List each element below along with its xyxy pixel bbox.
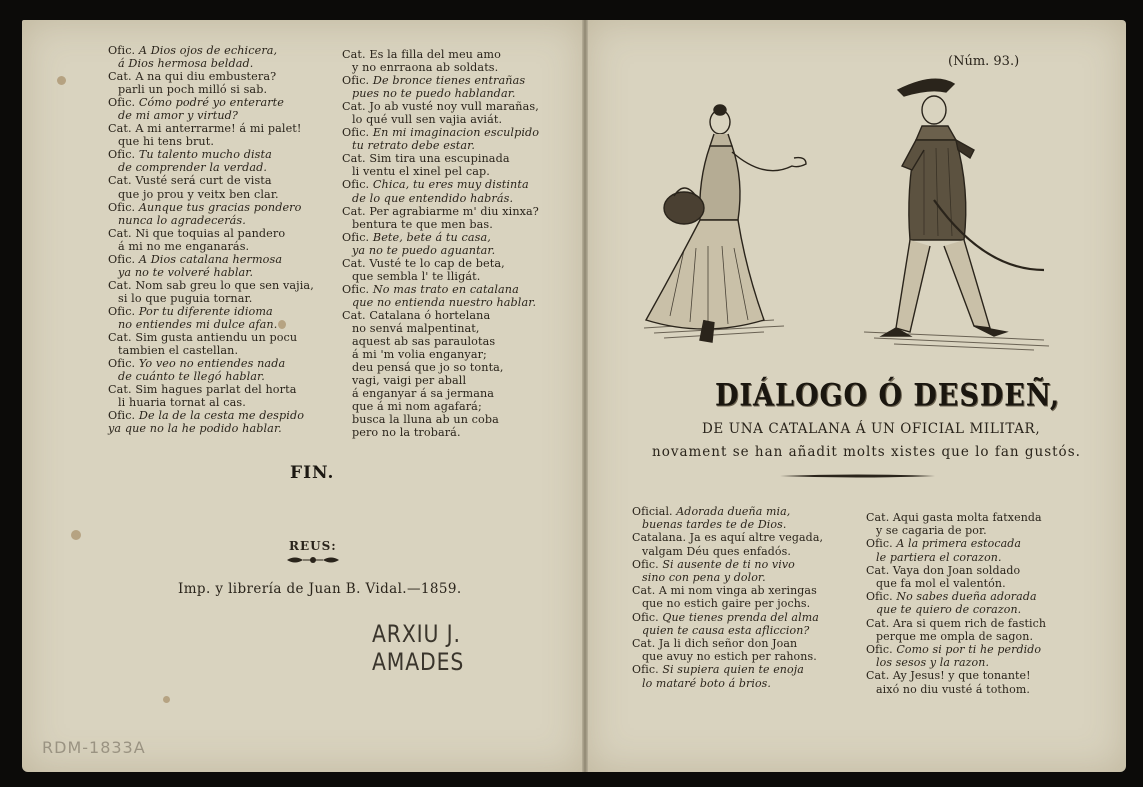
verse-text: valgam Déu ques enfadós.: [642, 544, 791, 558]
verse-line: [342, 348, 539, 361]
verse-text: ya no te volveré hablar.: [118, 265, 254, 279]
verse-text: tu retrato debe estar.: [352, 139, 476, 153]
verse-text: Si supiera quien te enoja: [662, 663, 804, 677]
verse-line: [108, 266, 314, 279]
verse-text: que no estich gaire per jochs.: [642, 597, 811, 611]
verse-line: [108, 383, 314, 396]
verse-text: Si ausente de ti no vivo: [662, 557, 795, 571]
verse-text: aixó no diu vusté á tothom.: [876, 682, 1030, 696]
verse-text: nunca lo agradecerás.: [118, 213, 246, 227]
verse-text: De la de la cesta me despido: [138, 409, 305, 423]
verse-text: lo mataré boto á brios.: [642, 676, 772, 690]
verse-text: Vusté será curt de vista: [135, 174, 272, 188]
verse-line: [342, 374, 539, 387]
verse-text: que no entienda nuestro hablar.: [352, 295, 537, 309]
verse-line: [342, 218, 539, 231]
fin-label: FIN.: [290, 463, 335, 483]
verse-text: á enganyar á sa jermana: [352, 387, 495, 401]
verse-text: parli un poch milló si sab.: [118, 83, 268, 97]
verse-text: le partiera el corazon.: [876, 550, 1002, 564]
verse-text: de cuánto te llegó hablar.: [118, 370, 265, 384]
verse-line: [866, 617, 1046, 630]
page-fold: [582, 20, 588, 772]
imprint-line: Imp. y librería de Juan B. Vidal.—1859.: [178, 581, 462, 597]
stain: [57, 76, 66, 85]
verse-text: Es la filla del meu amo: [369, 48, 501, 61]
verse-line: [632, 584, 823, 597]
verse-text: Como si por ti he perdido: [896, 643, 1042, 657]
verse-text: Por tu diferente idioma: [138, 304, 273, 318]
verse-line: [342, 309, 539, 322]
verse-text: Yo veo no entiendes nada: [138, 357, 286, 371]
verse-text: que á mi nom agafará;: [352, 400, 482, 414]
verse-text: bentura te que men bas.: [352, 217, 493, 231]
verse-line: [108, 109, 314, 122]
verse-line: [342, 322, 539, 335]
archive-stamp: [372, 620, 464, 676]
verse-text: Que tienes prenda del alma: [662, 610, 819, 624]
verse-line: [108, 44, 314, 57]
verse-line: [866, 643, 1046, 656]
speaker-label: Ofic.: [108, 44, 139, 57]
verse-line: [342, 178, 539, 191]
verse-text: de mi amor y virtud?: [118, 109, 238, 123]
verse-line: [108, 122, 314, 135]
verse-text: A Dios ojos de echicera,: [138, 44, 278, 57]
speaker-label: Ofic.: [342, 74, 373, 88]
verse-line: [632, 518, 823, 531]
speaker-label: Cat.: [632, 637, 659, 651]
verse-text: no senvá malpentinat,: [352, 321, 480, 335]
verse-line: [108, 344, 314, 357]
verse-line: [108, 305, 314, 318]
stamp-line-2: AMADES: [372, 648, 465, 676]
verse-text: que sembla l' te lligát.: [352, 269, 481, 283]
verse-text: Vaya don Joan soldado: [892, 563, 1021, 577]
verse-line: [632, 558, 823, 571]
speaker-label: Cat.: [108, 70, 136, 84]
speaker-label: Catalana.: [632, 531, 690, 545]
verse-line: [866, 577, 1046, 590]
verse-text: Tu talento mucho dista: [138, 148, 272, 162]
verse-text: Bete, bete á tu casa,: [372, 230, 491, 244]
verse-text: si lo que puguia tornar.: [118, 291, 253, 305]
verse-text: lo qué vull sen vajia aviát.: [352, 113, 503, 127]
verse-line: [108, 174, 314, 187]
speaker-label: Ofic.: [108, 148, 139, 162]
speaker-label: Ofic.: [866, 537, 897, 551]
verse-text: No sabes dueña adorada: [896, 590, 1037, 604]
verse-line: [342, 426, 539, 439]
verse-line: [866, 603, 1046, 616]
verse-line: [632, 505, 823, 518]
verse-text: de lo que entendido habrás.: [352, 191, 514, 205]
verse-line: [342, 257, 539, 270]
verse-line: [342, 74, 539, 87]
speaker-label: Ofic.: [342, 282, 373, 296]
verse-line: [108, 57, 314, 70]
verse-text: que te quiero de corazon.: [876, 603, 1022, 617]
subtitle-note: novament se han añadit molts xistes que lo fan gustós.: [652, 444, 1081, 460]
speaker-label: Ofic.: [342, 178, 373, 192]
verse-text: Sim tira una escupinada: [369, 152, 510, 166]
place-label: REUS:: [289, 539, 337, 553]
verse-line: [342, 165, 539, 178]
verse-line: [342, 231, 539, 244]
verse-text: perque me ompla de sagon.: [876, 629, 1034, 643]
verse-line: [108, 70, 314, 83]
verse-text: A na qui diu embustera?: [135, 70, 277, 84]
speaker-label: Ofic.: [342, 230, 373, 244]
verse-line: [108, 318, 314, 331]
verse-line: [632, 637, 823, 650]
divider-rule: [780, 474, 935, 478]
verse-line: [108, 331, 314, 344]
verse-text: Per agrabiarme m' diu xinxa?: [369, 204, 539, 218]
verse-line: [108, 227, 314, 240]
verse-line: [108, 83, 314, 96]
officer-figure: [882, 79, 1044, 336]
speaker-label: Oficial.: [632, 505, 677, 518]
verse-line: [108, 292, 314, 305]
verse-text: A Dios catalana hermosa: [138, 252, 283, 266]
speaker-label: Ofic.: [108, 409, 139, 423]
speaker-label: Ofic.: [632, 557, 663, 571]
speaker-label: Cat.: [108, 331, 136, 345]
verse-line: [342, 139, 539, 152]
verse-line: [342, 126, 539, 139]
verse-line: [632, 531, 823, 544]
verse-line: [632, 677, 823, 690]
stain: [71, 530, 81, 540]
speaker-label: Ofic.: [866, 590, 897, 604]
speaker-label: Cat.: [632, 584, 659, 598]
verse-line: [632, 545, 823, 558]
verse-text: Adorada dueña mia,: [676, 505, 791, 518]
shelfmark: RDM-1833A: [42, 738, 146, 757]
verse-line: [342, 192, 539, 205]
speaker-label: Cat.: [342, 204, 370, 218]
verse-line: [632, 611, 823, 624]
woman-figure: [646, 105, 806, 342]
verse-line: [632, 663, 823, 676]
verse-text: Catalana ó hortelana: [369, 308, 491, 322]
verse-line: [108, 279, 314, 292]
verse-text: En mi imaginacion esculpido: [372, 126, 540, 140]
verse-text: de comprender la verdad.: [118, 161, 268, 175]
stain: [163, 696, 170, 703]
verse-text: Aunque tus gracias pondero: [138, 200, 302, 214]
speaker-label: Ofic.: [108, 252, 139, 266]
verse-line: [108, 253, 314, 266]
verse-text: Ara si quem rich de fastich: [892, 616, 1047, 630]
verse-text: li ventu el xinel pel cap.: [352, 165, 490, 179]
verse-text: á mi 'm volia enganyar;: [352, 348, 487, 362]
verse-line: [866, 683, 1046, 696]
verse-line: [108, 214, 314, 227]
verse-line: [632, 624, 823, 637]
verse-line: [866, 590, 1046, 603]
verse-text: que fa mol el valentón.: [876, 577, 1006, 591]
ornament-icon: [285, 555, 341, 565]
verse-text: Aqui gasta molta fatxenda: [892, 511, 1042, 524]
verse-line: [342, 296, 539, 309]
verse-line: [342, 87, 539, 100]
verse-text: Ja li dich señor don Joan: [658, 637, 798, 651]
verse-text: sino con pena y dolor.: [642, 571, 766, 585]
verse-text: que jo prou y veitx ben clar.: [118, 187, 279, 201]
verse-line: [342, 387, 539, 400]
dialogue-column-1: [108, 44, 314, 435]
verse-text: ya que no la he podido hablar.: [108, 422, 282, 436]
speaker-label: Cat.: [108, 278, 136, 292]
verse-line: [342, 413, 539, 426]
verse-text: deu pensá que jo so tonta,: [352, 361, 504, 375]
speaker-label: Ofic.: [108, 96, 139, 110]
verse-line: [866, 511, 1046, 524]
verse-text: que hi tens brut.: [118, 135, 214, 149]
verse-text: Chica, tu eres muy distinta: [372, 178, 529, 192]
issue-number: (Núm. 93.): [948, 54, 1020, 69]
speaker-label: Cat.: [342, 152, 370, 166]
verse-line: [342, 100, 539, 113]
speaker-label: Cat.: [866, 563, 893, 577]
verse-text: buenas tardes te de Dios.: [642, 518, 787, 532]
verse-line: [108, 96, 314, 109]
verse-line: [342, 205, 539, 218]
verse-text: ya no te puedo aguantar.: [352, 243, 496, 257]
verse-text: que avuy no estich per rahons.: [642, 650, 817, 664]
verse-text: li huaria tornat al cas.: [118, 396, 246, 410]
verse-text: Ja es aquí altre vegada,: [689, 531, 824, 545]
speaker-label: Cat.: [108, 226, 136, 240]
verse-line: [866, 564, 1046, 577]
verse-text: A mi anterrarme! á mi palet!: [135, 122, 302, 136]
verse-line: [866, 524, 1046, 537]
verse-text: no entiendes mi dulce afan.: [118, 317, 278, 331]
verse-line: [342, 113, 539, 126]
verse-line: [342, 335, 539, 348]
verse-line: [108, 422, 314, 435]
verse-line: [108, 148, 314, 161]
verse-text: Ni que toquias al pandero: [135, 226, 286, 240]
verse-line: [866, 537, 1046, 550]
dialogue-column-2: [342, 48, 539, 439]
verse-line: [632, 650, 823, 663]
verse-line: [342, 61, 539, 74]
verse-text: Nom sab greu lo que sen vajia,: [135, 278, 314, 292]
verse-text: busca la lluna ab un coba: [352, 413, 499, 427]
verse-line: [632, 597, 823, 610]
speaker-label: Ofic.: [108, 304, 139, 318]
verse-line: [342, 400, 539, 413]
verse-text: y se cagaria de por.: [876, 524, 987, 538]
main-title: DIÁLOGO Ó DESDEÑ,: [715, 378, 1061, 414]
speaker-label: Cat.: [108, 383, 136, 397]
stamp-line-1: ARXIU J.: [372, 620, 461, 648]
speaker-label: Cat.: [342, 256, 370, 270]
verse-text: los sesos y la razon.: [876, 656, 990, 670]
verse-text: tambien el castellan.: [118, 344, 239, 358]
verse-text: De bronce tienes entrañas: [372, 74, 526, 88]
speaker-label: Cat.: [108, 174, 136, 188]
dialogue-column-3: [632, 505, 823, 690]
speaker-label: Ofic.: [632, 610, 663, 624]
dialogue-column-4: [866, 511, 1046, 696]
speaker-label: Ofic.: [632, 663, 663, 677]
verse-line: [108, 188, 314, 201]
speaker-label: Cat.: [866, 669, 893, 683]
verse-text: y no enrraona ab soldats.: [352, 61, 499, 75]
verse-text: aquest ab sas paraulotas: [352, 335, 496, 349]
verse-text: á Dios hermosa beldad.: [118, 57, 254, 71]
verse-line: [108, 396, 314, 409]
verse-line: [866, 656, 1046, 669]
verse-text: Sim hagues parlat del horta: [135, 383, 297, 397]
verse-line: [108, 409, 314, 422]
verse-text: quien te causa esta afliccion?: [642, 623, 810, 637]
speaker-label: Cat.: [342, 48, 370, 61]
speaker-label: Cat.: [108, 122, 136, 136]
verse-text: Sim gusta antiendu un pocu: [135, 331, 298, 345]
verse-line: [108, 135, 314, 148]
speaker-label: Cat.: [866, 616, 893, 630]
verse-line: [342, 361, 539, 374]
verse-line: [342, 283, 539, 296]
speaker-label: Ofic.: [108, 200, 139, 214]
subtitle: DE UNA CATALANA Á UN OFICIAL MILITAR,: [702, 421, 1041, 437]
speaker-label: Ofic.: [108, 357, 139, 371]
verse-text: Ay Jesus! y que tonante!: [892, 669, 1031, 683]
woodcut-illustration-icon: [634, 70, 1054, 360]
verse-line: [108, 161, 314, 174]
speaker-label: Cat.: [342, 100, 370, 114]
verse-text: á mi no me enganarás.: [118, 239, 250, 253]
verse-line: [342, 270, 539, 283]
verse-text: A la primera estocada: [896, 537, 1022, 551]
verse-line: [108, 357, 314, 370]
verse-line: [342, 48, 539, 61]
speaker-label: Cat.: [866, 511, 893, 524]
verse-text: pero no la trobará.: [352, 426, 461, 440]
verse-line: [866, 669, 1046, 682]
verse-text: Cómo podré yo enterarte: [138, 96, 284, 110]
verse-line: [866, 630, 1046, 643]
verse-line: [632, 571, 823, 584]
verse-line: [866, 551, 1046, 564]
verse-line: [108, 370, 314, 383]
verse-line: [108, 240, 314, 253]
verse-line: [342, 152, 539, 165]
verse-line: [342, 244, 539, 257]
speaker-label: Cat.: [342, 308, 370, 322]
verse-text: Vusté te lo cap de beta,: [369, 256, 505, 270]
speaker-label: Ofic.: [342, 126, 373, 140]
verse-text: pues no te puedo hablandar.: [352, 87, 516, 101]
verse-text: Jo ab vusté noy vull marañas,: [369, 100, 539, 114]
speaker-label: Ofic.: [866, 643, 897, 657]
verse-text: vagi, vaigi per aball: [352, 374, 467, 388]
verse-text: A mi nom vinga ab xeringas: [658, 584, 817, 598]
verse-text: No mas trato en catalana: [372, 282, 519, 296]
verse-line: [108, 201, 314, 214]
